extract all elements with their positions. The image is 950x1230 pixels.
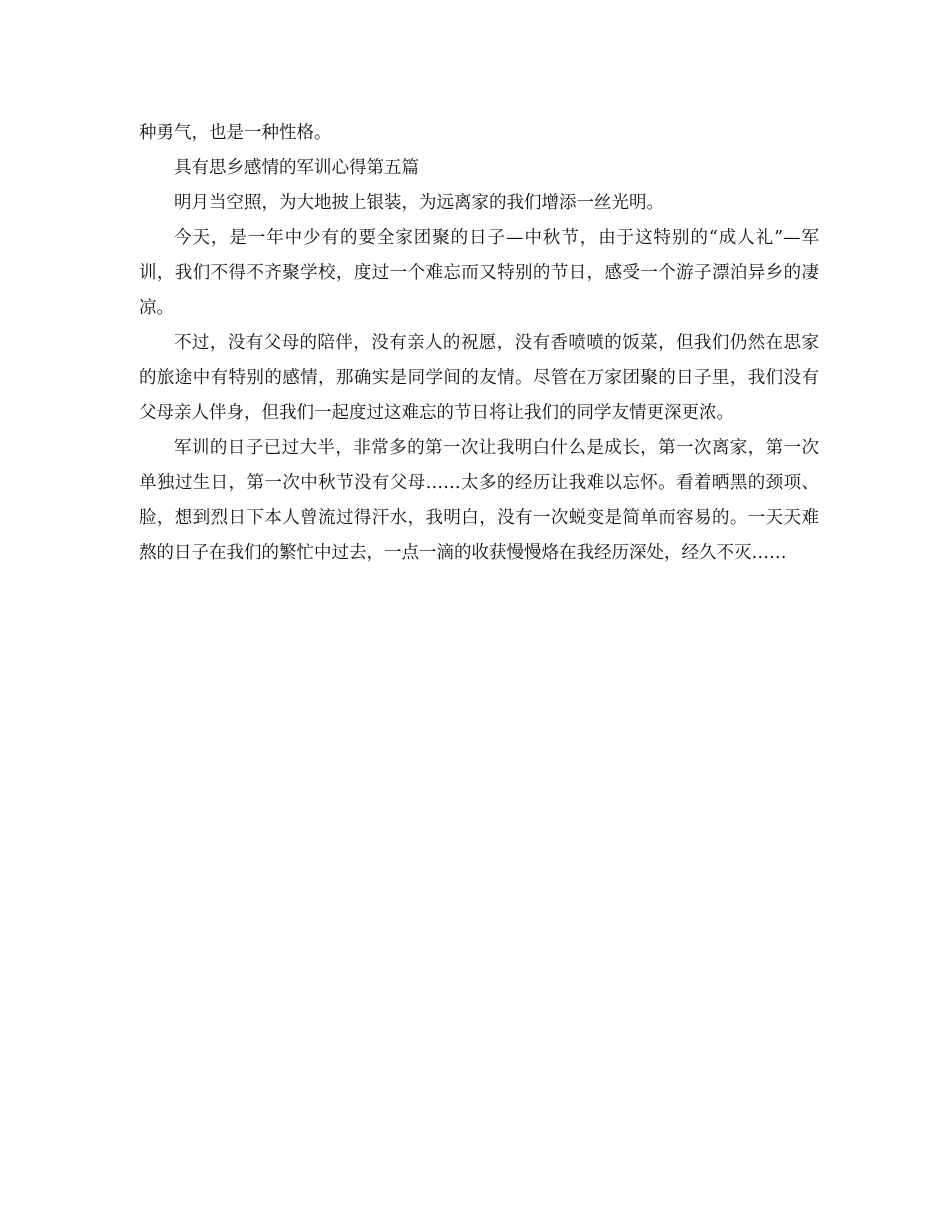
paragraph: 军训的日子已过大半，非常多的第一次让我明白什么是成长，第一次离家，第一次单独过生日，第一次中秋节没有父母……太多的经历让我难以忘怀。看着晒黑的颈项、脸，想到烈日下本人曾流过得汗水，我明白，没有一次蜕变是简单而容易的。一天天难熬的日子在我们的繁忙中过去，一点一滴的收获慢慢烙在我经历深处，经久不灭……	[139, 438, 819, 563]
section-heading: 具有思乡感情的军训心得第五篇	[174, 158, 419, 178]
paragraph: 明月当空照，为大地披上银装，为远离家的我们增添一丝光明。	[174, 193, 664, 213]
paragraph: 今天，是一年中少有的要全家团聚的日子—中秋节，由于这特别的“成人礼”—军训，我们不得不齐聚学校，度过一个难忘而又特别的节日，感受一个游子漂泊异乡的凄凉。	[139, 228, 819, 318]
paragraph: 不过，没有父母的陪伴，没有亲人的祝愿，没有香喷喷的饭菜，但我们仍然在思家的旅途中有特别的感情，那确实是同学间的友情。尽管在万家团聚的日子里，我们没有父母亲人伴身，但我们一起度过这难忘的节日将让我们的同学友情更深更浓。	[139, 333, 819, 423]
document-body	[139, 116, 819, 571]
paragraph-continuation: 种勇气，也是一种性格。	[139, 123, 332, 143]
